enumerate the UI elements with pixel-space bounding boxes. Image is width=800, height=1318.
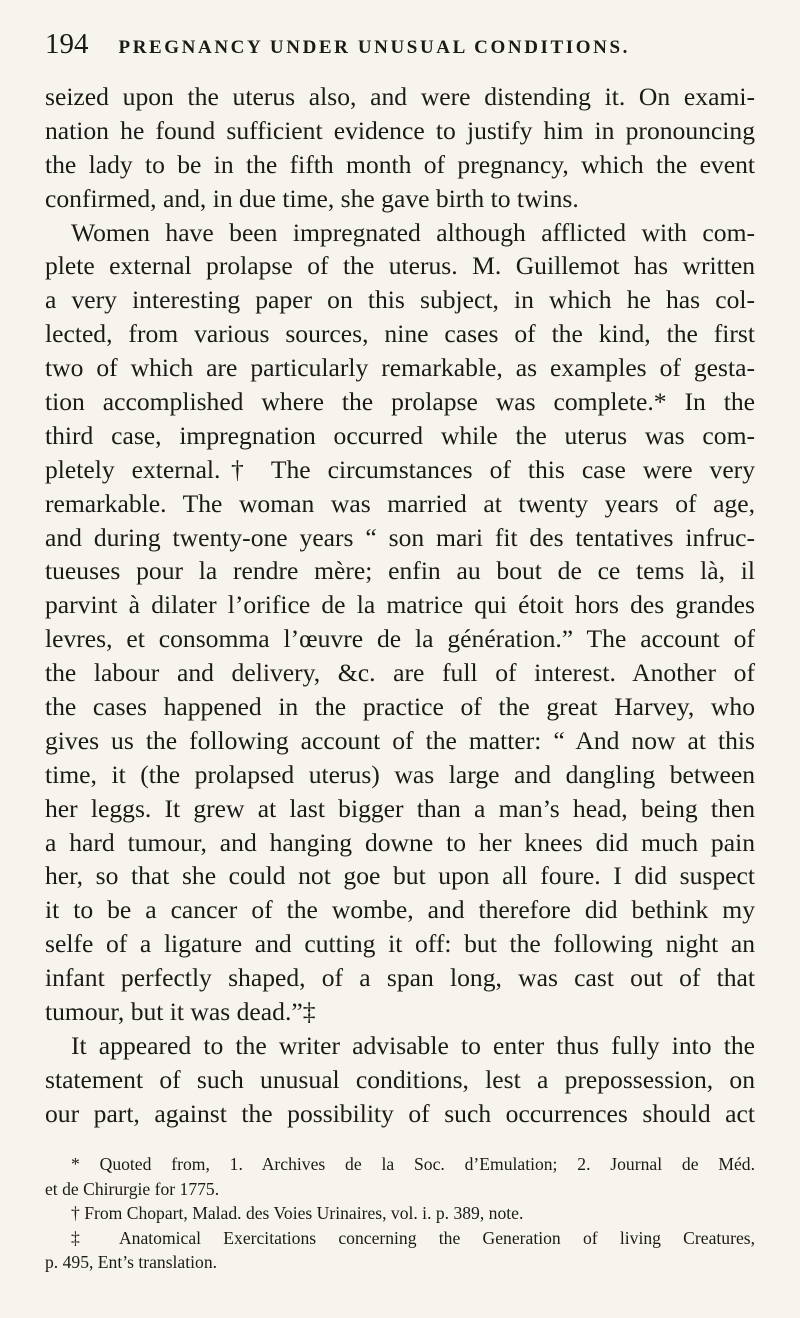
text-line: confirmed, and, in due time, she gave birth to twins. [45, 183, 579, 213]
text-line: the labour and delivery, &c. are full of interest. Another of [45, 658, 755, 688]
text-line: a very interesting paper on this subject, in which he has col- [45, 285, 755, 315]
running-head [45, 28, 755, 68]
text-line: our part, against the possibility of such occurrences should act [45, 1098, 755, 1128]
text-line: tion accomplished where the prolapse was complete.* In the [45, 387, 755, 417]
text-line: tumour, but it was dead.”‡ [45, 997, 316, 1027]
page-number: 194 [45, 28, 89, 60]
text-line: two of which are particularly remarkable, as examples of gesta- [45, 353, 755, 383]
text-line: gives us the following account of the matter: “ And now at this [45, 725, 755, 755]
footnote-line: et de Chirurgie for 1775. [45, 1178, 220, 1199]
text-line: tueuses pour la rendre mère; enfin au bout de ce tems là, il [45, 556, 755, 586]
text-line: the cases happened in the practice of the great Harvey, who [45, 692, 755, 722]
text-line: the lady to be in the fifth month of pregnancy, which the event [45, 149, 755, 179]
text-line: lected, from various sources, nine cases of the kind, the first [45, 319, 755, 349]
text-line: statement of such unusual conditions, lest a prepossession, on [45, 1064, 755, 1094]
text-line: parvint à dilater l’orifice de la matrice qui étoit hors des grandes [45, 590, 755, 620]
text-line: her leggs. It grew at last bigger than a man’s head, being then [45, 793, 755, 823]
text-line: time, it (the prolapsed uterus) was large and dangling between [45, 759, 755, 789]
text-line: remarkable. The woman was married at twenty years of age, [45, 488, 755, 518]
body-text [45, 80, 755, 1131]
text-line: levres, et consomma l’œuvre de la génération.” The account of [45, 624, 755, 654]
footnote-line: * Quoted from, 1. Archives de la Soc. d’Emulation; 2. Journal de Méd. [71, 1154, 755, 1174]
text-line: third case, impregnation occurred while the uterus was com- [45, 420, 755, 450]
text-line: Women have been impregnated although afflicted with com- [71, 217, 755, 247]
footnote-line: † From Chopart, Malad. des Voies Urinaires, vol. i. p. 389, note. [71, 1203, 524, 1224]
text-line: it to be a cancer of the wombe, and therefore did bethink my [45, 895, 755, 925]
text-line: her, so that she could not goe but upon all foure. I did suspect [45, 861, 755, 891]
text-line: It appeared to the writer advisable to enter thus fully into the [71, 1030, 755, 1060]
footnote-line: p. 495, Ent’s translation. [45, 1252, 218, 1273]
text-line: and during twenty-one years “ son mari fit des tentatives infruc- [45, 522, 755, 552]
running-title: PREGNANCY UNDER UNUSUAL CONDITIONS. [118, 37, 631, 58]
text-line: infant perfectly shaped, of a span long, was cast out of that [45, 963, 755, 993]
text-line: selfe of a ligature and cutting it off: but the following night an [45, 929, 755, 959]
text-line: nation he found sufficient evidence to justify him in pronouncing [45, 115, 755, 145]
text-line: pletely external.† The circumstances of this case were very [45, 454, 755, 484]
text-line: plete external prolapse of the uterus. M. Guillemot has written [45, 251, 755, 281]
text-line: a hard tumour, and hanging downe to her knees did much pain [45, 827, 755, 857]
text-line: seized upon the uterus also, and were distending it. On exami- [45, 82, 755, 111]
footnote-line: ‡ Anatomical Exercitations concerning the Generation of living Creatures, [71, 1227, 755, 1248]
footnotes [45, 1152, 755, 1275]
